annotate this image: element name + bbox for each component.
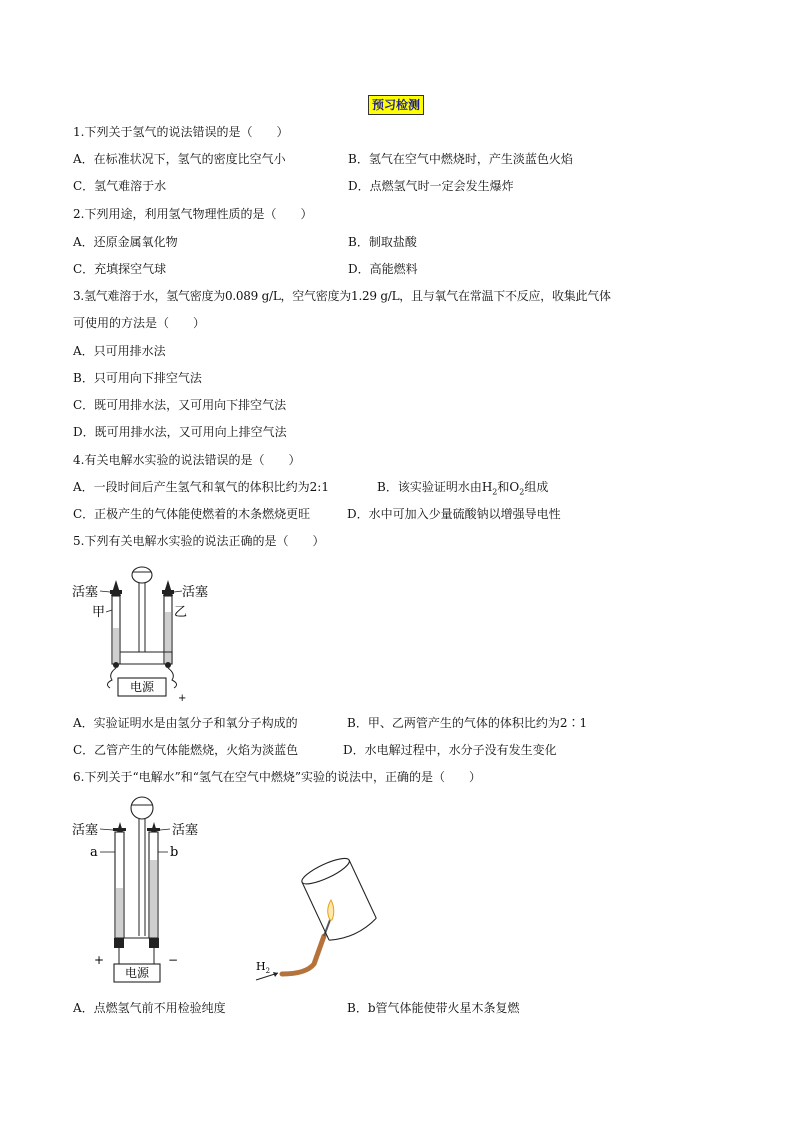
- subscript-2: 2: [492, 487, 498, 497]
- hydrogen-flame: [328, 900, 334, 920]
- question-1-option-b: B．氢气在空气中燃烧时，产生淡蓝色火焰: [348, 152, 573, 166]
- question-3-stem-line-2: 可使用的方法是（ ）: [73, 316, 206, 330]
- question-5-option-c: C．乙管产生的气体能燃烧，火焰为淡蓝色: [73, 743, 299, 757]
- valve-label-right: 活塞: [182, 585, 209, 600]
- electrolysis-apparatus-figure-1: [70, 560, 210, 702]
- right-tube-water: [165, 612, 171, 664]
- question-4-option-d: D．水中可加入少量硫酸钠以增强导电性: [347, 507, 561, 521]
- question-1-stem: 1.下列关于氢气的说法错误的是（ ）: [73, 125, 289, 139]
- question-4-stem: 4.有关电解水实验的说法错误的是（ ）: [73, 453, 301, 467]
- question-1-option-a: A．在标准状况下，氢气的密度比空气小: [73, 152, 286, 166]
- h2-label-subscript: 2: [265, 967, 271, 975]
- right-wire: [168, 668, 177, 688]
- question-4-option-c: C．正极产生的气体能使燃着的木条燃烧更旺: [73, 507, 311, 521]
- left-electrode: [113, 662, 119, 668]
- left-tube-water: [113, 628, 119, 664]
- reservoir-bulb: [132, 567, 152, 583]
- h2-label-h: H: [256, 960, 266, 973]
- question-6-option-b: B．b管气体能使带火星木条复燃: [347, 1001, 520, 1015]
- valve-label-right-pointer: [174, 591, 182, 592]
- beaker-left-wall: [302, 882, 329, 940]
- section-title: 预习检测: [368, 95, 424, 115]
- rubber-tubing: [282, 936, 324, 974]
- question-6-stem: 6.下列关于“电解水”和“氢气在空气中燃烧”实验的说法中，正确的是（ ）: [73, 770, 481, 784]
- minus-label: −: [168, 953, 179, 967]
- tube-label-jia-pointer: [106, 610, 112, 612]
- glass-nozzle: [324, 920, 330, 936]
- tube-label-b: b: [170, 845, 179, 860]
- question-1-option-c: C．氢气难溶于水: [73, 179, 167, 193]
- question-3-option-b: B．只可用向下排空气法: [73, 371, 202, 385]
- tube-label-jia: 甲: [92, 605, 106, 620]
- question-3-option-c: C．既可用排水法，又可用向下排空气法: [73, 398, 287, 412]
- power-supply-label: 电源: [129, 680, 155, 694]
- option-b-text-prefix: B．该实验证明水由H: [377, 480, 493, 494]
- question-1-option-d: D．点燃氢气时一定会发生爆炸: [348, 179, 514, 193]
- right-stopcock: [162, 590, 174, 594]
- option-b-text-middle: 和O: [497, 480, 520, 494]
- tube-a-stopcock: [113, 828, 126, 831]
- tube-label-yi: 乙: [174, 605, 188, 620]
- left-wire: [107, 668, 116, 688]
- question-2-option-d: D．高能燃料: [348, 262, 418, 276]
- bottom-connector: [112, 652, 172, 664]
- question-5-option-d: D．水电解过程中，水分子没有发生变化: [343, 743, 557, 757]
- plus-label: +: [94, 953, 105, 967]
- question-3-stem-line-1: 3.氢气难溶于水，氢气密度为0.089 g/L，空气密度为1.29 g/L，且与氧气在常温下不反应，收集此气体: [73, 289, 611, 303]
- question-2-stem: 2.下列用途，利用氢气物理性质的是（ ）: [73, 207, 313, 221]
- beaker-rim: [329, 918, 378, 945]
- question-4-option-b: [377, 479, 548, 500]
- right-electrode: [165, 662, 171, 668]
- question-2-option-b: B．制取盐酸: [348, 235, 417, 249]
- left-stopcock: [110, 590, 122, 594]
- beaker-right-wall: [349, 860, 376, 918]
- tube-b-water: [150, 860, 157, 938]
- reservoir-bulb: [131, 797, 153, 819]
- valve-label-right: 活塞: [172, 823, 199, 838]
- question-5-option-a: A．实验证明水是由氢分子和氧分子构成的: [73, 716, 298, 730]
- plus-label: +: [178, 693, 187, 702]
- question-4-option-a: A．一段时间后产生氢气和氧气的体积比约为2:1: [73, 480, 329, 494]
- electrode-b: [149, 938, 159, 948]
- electrode-a: [114, 938, 124, 948]
- valve-label-left-pointer: [100, 591, 110, 592]
- question-2-option-a: A．还原金属氧化物: [73, 235, 178, 249]
- power-supply-label: 电源: [124, 966, 150, 980]
- tube-a-water: [116, 888, 123, 938]
- h2-label: [256, 960, 270, 975]
- electrolysis-and-combustion-figure: [70, 792, 390, 988]
- valve-label-left-pointer: [100, 829, 113, 830]
- question-2-option-c: C．充填探空气球: [73, 262, 167, 276]
- valve-label-left: 活塞: [72, 823, 99, 838]
- inverted-beaker: [299, 854, 378, 945]
- question-3-option-d: D．既可用排水法，又可用向上排空气法: [73, 425, 287, 439]
- subscript-2: 2: [519, 487, 525, 497]
- question-3-option-a: A．只可用排水法: [73, 344, 166, 358]
- beaker-top: [299, 854, 352, 889]
- option-b-text-suffix: 组成: [524, 480, 549, 494]
- tube-label-a: a: [90, 845, 98, 860]
- valve-label-right-pointer: [160, 829, 170, 830]
- tube-b-stopcock: [147, 828, 160, 831]
- question-5-option-b: B．甲、乙两管产生的气体的体积比约为2∶1: [347, 716, 588, 730]
- question-5-stem: 5.下列有关电解水实验的说法正确的是（ ）: [73, 534, 325, 548]
- question-6-option-a: A．点燃氢气前不用检验纯度: [73, 1001, 226, 1015]
- valve-label-left: 活塞: [72, 585, 99, 600]
